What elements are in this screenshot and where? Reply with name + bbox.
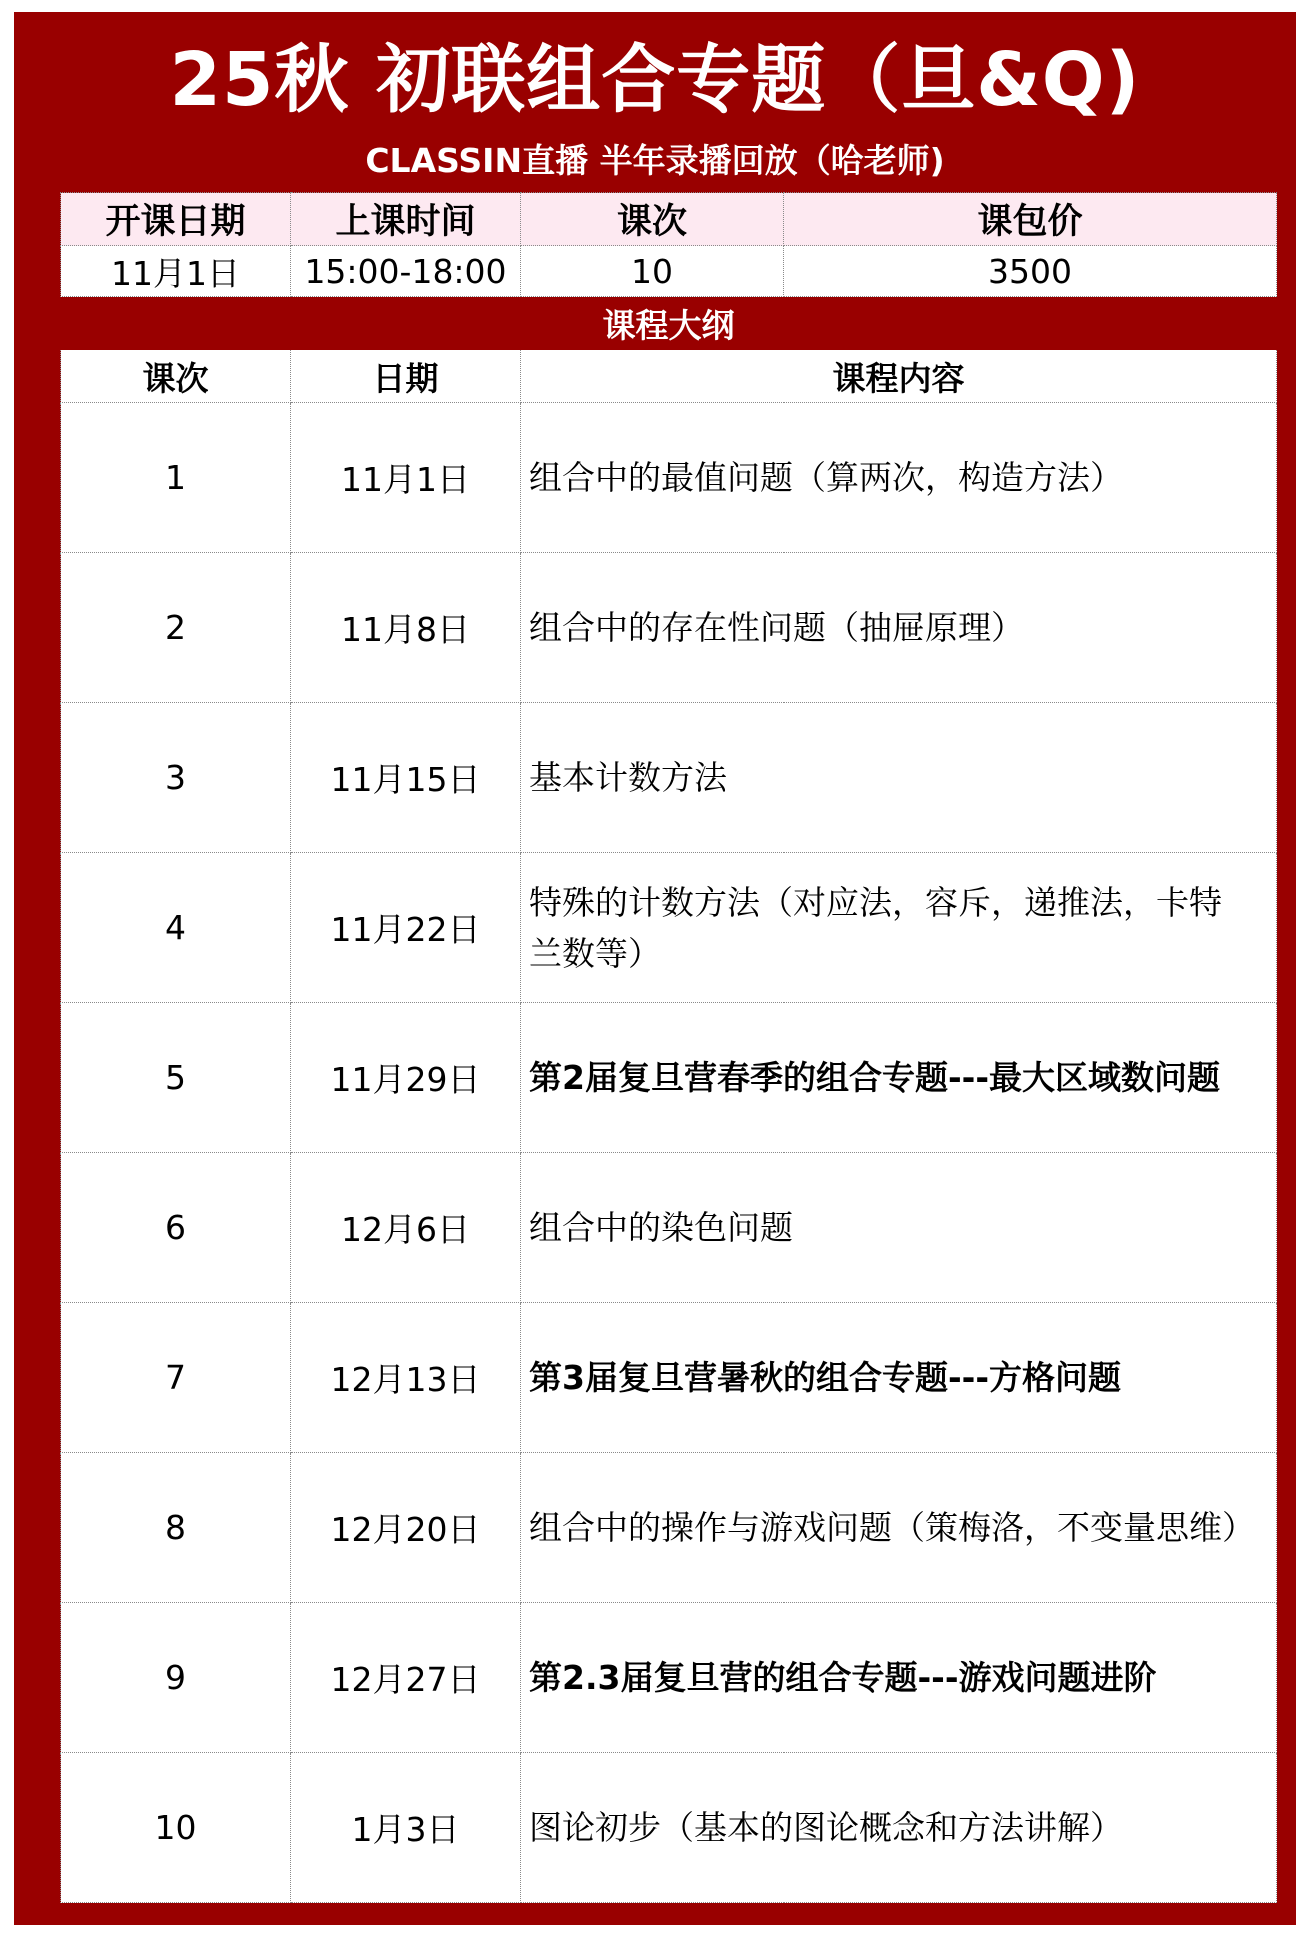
syllabus-banner-row [61, 297, 1277, 350]
lesson-number: 5 [61, 1003, 291, 1153]
lesson-number: 3 [61, 703, 291, 853]
lesson-date: 12月20日 [291, 1453, 521, 1603]
page-title: 25秋 初联组合专题（旦&Q) [169, 37, 1141, 123]
lesson-row [61, 1753, 1277, 1903]
info-class-time: 15:00-18:00 [291, 246, 521, 297]
lesson-row [61, 1153, 1277, 1303]
info-sessions: 10 [521, 246, 784, 297]
lesson-content: 组合中的操作与游戏问题（策梅洛，不变量思维） [521, 1453, 1277, 1603]
info-header-start-date: 开课日期 [61, 193, 291, 246]
page-subtitle: CLASSIN直播 半年录播回放（哈老师) [365, 141, 945, 180]
lesson-content: 特殊的计数方法（对应法，容斥，递推法，卡特兰数等） [521, 853, 1277, 1003]
lesson-row [61, 1453, 1277, 1603]
info-header-sessions: 课次 [521, 193, 784, 246]
syllabus-title: 课程大纲 [61, 297, 1277, 350]
lesson-content: 第2届复旦营春季的组合专题---最大区域数问题 [521, 1003, 1277, 1153]
lesson-content: 组合中的存在性问题（抽屉原理） [521, 553, 1277, 703]
lesson-row [61, 1003, 1277, 1153]
lesson-number: 10 [61, 1753, 291, 1903]
lesson-date: 11月22日 [291, 853, 521, 1003]
info-start-date: 11月1日 [61, 246, 291, 297]
lesson-number: 2 [61, 553, 291, 703]
lesson-content: 组合中的最值问题（算两次，构造方法） [521, 403, 1277, 553]
poster-frame [14, 12, 1296, 1925]
lesson-date: 11月29日 [291, 1003, 521, 1153]
course-table [60, 192, 1277, 1903]
lesson-content: 第2.3届复旦营的组合专题---游戏问题进阶 [521, 1603, 1277, 1753]
lesson-row [61, 703, 1277, 853]
info-value-row [61, 246, 1277, 297]
info-header-class-time: 上课时间 [291, 193, 521, 246]
lesson-date: 12月6日 [291, 1153, 521, 1303]
info-header-row [61, 193, 1277, 246]
syllabus-header-content: 课程内容 [521, 350, 1277, 403]
syllabus-header-row [61, 350, 1277, 403]
lesson-list [61, 403, 1277, 1903]
lesson-content: 图论初步（基本的图论概念和方法讲解） [521, 1753, 1277, 1903]
syllabus-header-date: 日期 [291, 350, 521, 403]
lesson-number: 8 [61, 1453, 291, 1603]
lesson-date: 11月8日 [291, 553, 521, 703]
lesson-content: 组合中的染色问题 [521, 1153, 1277, 1303]
lesson-row [61, 553, 1277, 703]
lesson-row [61, 1603, 1277, 1753]
info-price: 3500 [784, 246, 1277, 297]
lesson-row [61, 403, 1277, 553]
lesson-date: 1月3日 [291, 1753, 521, 1903]
lesson-number: 1 [61, 403, 291, 553]
lesson-number: 7 [61, 1303, 291, 1453]
lesson-content: 第3届复旦营暑秋的组合专题---方格问题 [521, 1303, 1277, 1453]
lesson-row [61, 1303, 1277, 1453]
lesson-date: 11月15日 [291, 703, 521, 853]
lesson-content: 基本计数方法 [521, 703, 1277, 853]
lesson-number: 9 [61, 1603, 291, 1753]
lesson-number: 4 [61, 853, 291, 1003]
lesson-row [61, 853, 1277, 1003]
lesson-number: 6 [61, 1153, 291, 1303]
lesson-date: 11月1日 [291, 403, 521, 553]
info-header-price: 课包价 [784, 193, 1277, 246]
syllabus-header-number: 课次 [61, 350, 291, 403]
lesson-date: 12月13日 [291, 1303, 521, 1453]
lesson-date: 12月27日 [291, 1603, 521, 1753]
